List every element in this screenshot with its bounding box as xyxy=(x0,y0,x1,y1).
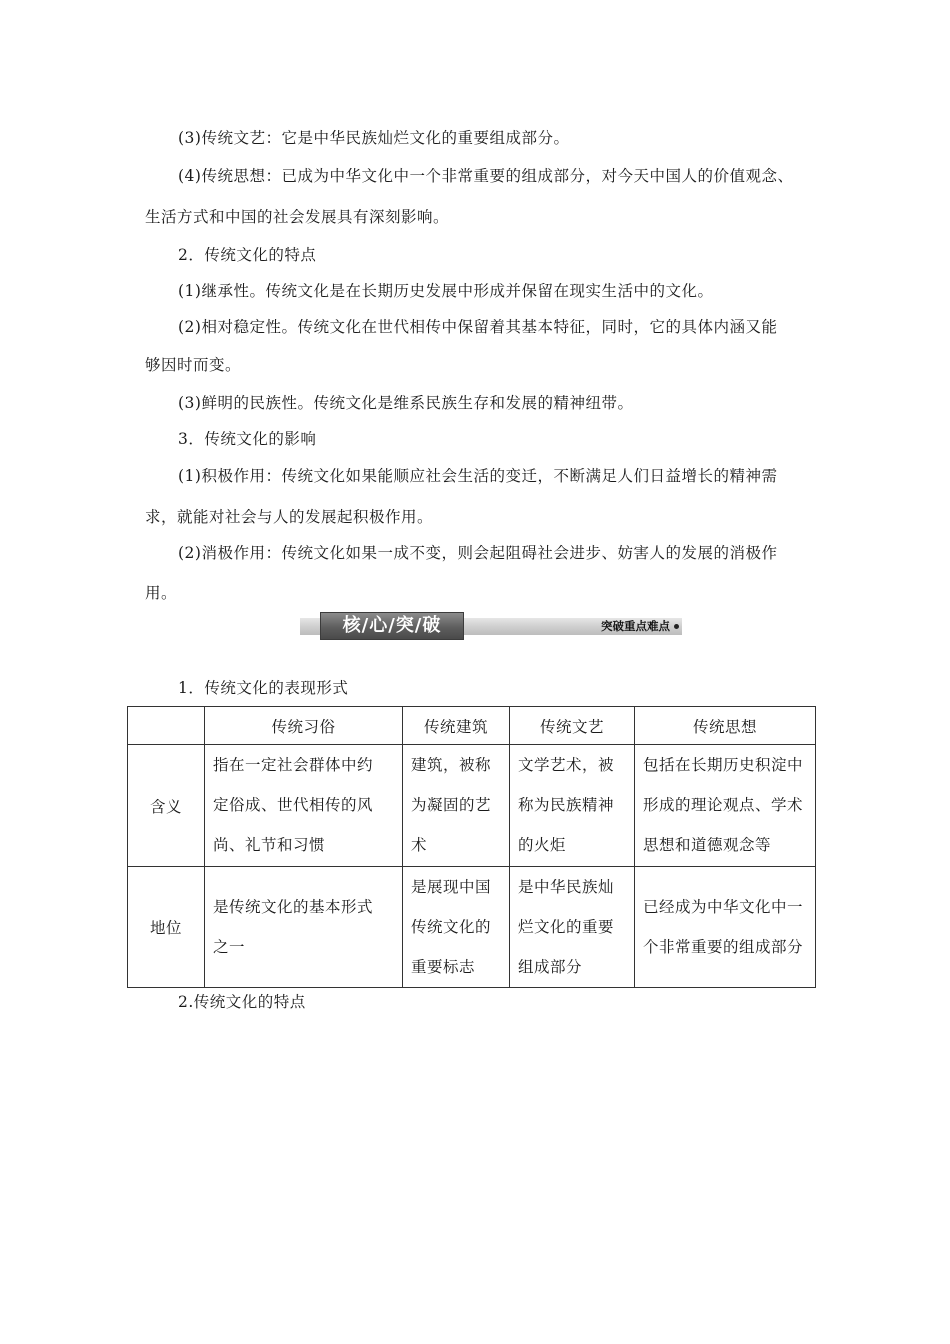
paragraph-positive-effect: (1)积极作用：传统文化如果能顺应社会生活的变迁，不断满足人们日益增长的精神需 xyxy=(178,467,778,485)
table-header-empty xyxy=(128,707,205,745)
cell-line: 是展现中国 xyxy=(411,878,492,896)
cell-line: 定俗成、世代相传的风 xyxy=(213,796,374,814)
cell-line: 已经成为中华文化中一 xyxy=(643,898,804,916)
table-cell-status-customs xyxy=(205,867,403,988)
paragraph-stability: (2)相对稳定性。传统文化在世代相传中保留着其基本特征，同时，它的具体内涵又能 xyxy=(178,318,778,336)
table-header-architecture: 传统建筑 xyxy=(403,707,510,745)
cell-line: 组成部分 xyxy=(518,958,583,976)
cell-line: 为凝固的艺 xyxy=(411,796,492,814)
cell-line: 个非常重要的组成部分 xyxy=(643,938,804,956)
table-cell-meaning-customs xyxy=(205,745,403,867)
cell-line: 指在一定社会群体中约 xyxy=(213,756,374,774)
banner-title: 核/心/突/破 xyxy=(320,612,464,640)
table-header-thought: 传统思想 xyxy=(635,707,816,745)
heading-influence: 3．传统文化的影响 xyxy=(178,430,317,448)
cell-line: 思想和道德观念等 xyxy=(643,836,772,854)
cell-line: 建筑，被称 xyxy=(411,756,492,774)
table-header-customs: 传统习俗 xyxy=(205,707,403,745)
paragraph-traditional-art: (3)传统文艺：它是中华民族灿烂文化的重要组成部分。 xyxy=(178,129,570,147)
table-cell-status-architecture xyxy=(403,867,510,988)
paragraph-negative-effect: (2)消极作用：传统文化如果一成不变，则会起阻碍社会进步、妨害人的发展的消极作 xyxy=(178,544,778,562)
heading-forms: 1．传统文化的表现形式 xyxy=(178,679,349,697)
heading-features: 2．传统文化的特点 xyxy=(178,246,317,264)
paragraph-stability-cont: 够因时而变。 xyxy=(145,356,242,374)
table-row-label-status: 地位 xyxy=(128,867,205,988)
table-cell-meaning-architecture xyxy=(403,745,510,867)
table-cell-status-art xyxy=(510,867,635,988)
cell-line: 形成的理论观点、学术 xyxy=(643,796,804,814)
cell-line: 传统文化的 xyxy=(411,918,492,936)
bullet-icon xyxy=(674,624,679,629)
table-row xyxy=(128,745,816,867)
cell-line: 包括在长期历史积淀中 xyxy=(643,756,804,774)
cell-line: 的火炬 xyxy=(518,836,567,854)
table-header-art: 传统文艺 xyxy=(510,707,635,745)
banner-subtitle: 突破重点难点 xyxy=(601,619,670,633)
table-cell-status-thought xyxy=(635,867,816,988)
paragraph-traditional-thought: (4)传统思想：已成为中华文化中一个非常重要的组成部分，对今天中国人的价值观念、 xyxy=(178,167,794,185)
cell-line: 称为民族精神 xyxy=(518,796,615,814)
table-row-label-meaning: 含义 xyxy=(128,745,205,867)
table-row xyxy=(128,867,816,988)
paragraph-negative-effect-cont: 用。 xyxy=(145,584,178,602)
heading-features-2: 2.传统文化的特点 xyxy=(178,993,306,1011)
cell-line: 术 xyxy=(411,836,428,854)
paragraph-nationality: (3)鲜明的民族性。传统文化是维系民族生存和发展的精神纽带。 xyxy=(178,394,634,412)
cell-line: 尚、礼节和习惯 xyxy=(213,836,326,854)
cell-line: 是传统文化的基本形式 xyxy=(213,898,374,916)
cell-line: 之一 xyxy=(213,938,246,956)
table-cell-meaning-thought xyxy=(635,745,816,867)
table-cell-meaning-art xyxy=(510,745,635,867)
table-header-row xyxy=(128,707,816,745)
paragraph-inheritance: (1)继承性。传统文化是在长期历史发展中形成并保留在现实生活中的文化。 xyxy=(178,282,714,300)
forms-table xyxy=(127,706,816,988)
cell-line: 是中华民族灿 xyxy=(518,878,615,896)
cell-line: 文学艺术，被 xyxy=(518,756,615,774)
paragraph-traditional-thought-cont: 生活方式和中国的社会发展具有深刻影响。 xyxy=(145,208,450,226)
paragraph-positive-effect-cont: 求，就能对社会与人的发展起积极作用。 xyxy=(145,508,434,526)
cell-line: 重要标志 xyxy=(411,958,476,976)
cell-line: 烂文化的重要 xyxy=(518,918,615,936)
section-banner xyxy=(300,612,682,640)
